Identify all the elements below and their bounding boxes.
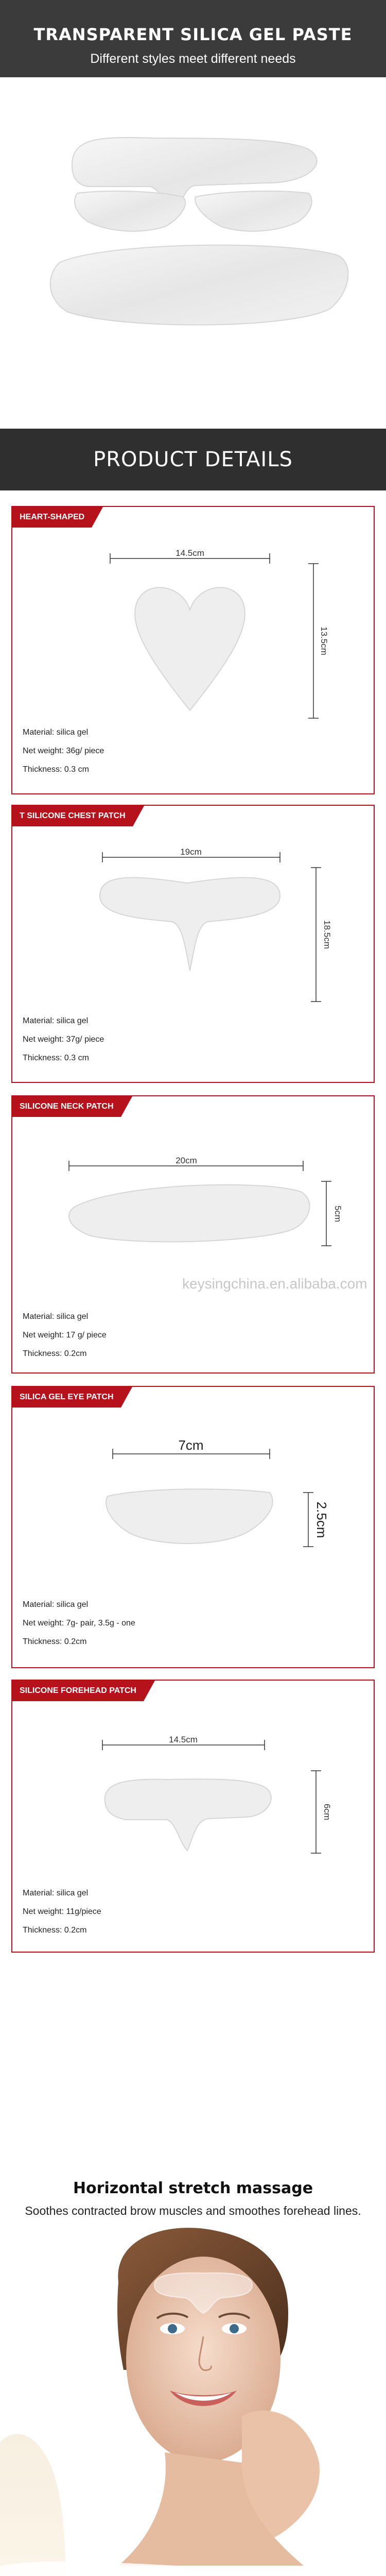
width-label: 7cm	[178, 1437, 204, 1453]
spec-list	[23, 1012, 104, 1067]
material-text: Material: silica gel	[23, 1016, 89, 1025]
width-label: 20cm	[176, 1156, 197, 1165]
thickness-text: Thickness: 0.3 cm	[23, 765, 89, 774]
weight-text: Net weight: 17 g/ piece	[23, 1331, 107, 1340]
hero-title: TRANSPARENT SILICA GEL PASTE	[33, 25, 353, 44]
product-tag: SILICA GEL EYE PATCH	[12, 1387, 121, 1408]
neck-patch-shape	[50, 245, 348, 325]
model-section	[0, 2174, 386, 2576]
watermark-text: keysingchina.en.alibaba.com	[182, 1276, 367, 1292]
height-label: 5cm	[333, 1205, 343, 1223]
product-tag: HEART-SHAPED	[12, 507, 92, 528]
material-text: Material: silica gel	[23, 728, 89, 737]
spec-list	[23, 723, 104, 779]
product-card-eye	[11, 1386, 375, 1668]
details-banner-title: PRODUCT DETAILS	[93, 448, 293, 471]
weight-text: Net weight: 11g/piece	[23, 1907, 101, 1916]
milk-splash	[0, 2434, 77, 2576]
width-label: 14.5cm	[169, 1735, 198, 1744]
weight-text: Net weight: 7g- pair, 3.5g - one	[23, 1619, 135, 1628]
weight-text: Net weight: 37g/ piece	[23, 1035, 104, 1044]
weight-text: Net weight: 36g/ piece	[23, 747, 104, 755]
height-label: 2.5cm	[314, 1501, 329, 1538]
height-label: 6cm	[322, 1803, 332, 1821]
massage-title: Horizontal stretch massage	[73, 2179, 313, 2197]
width-label: 19cm	[180, 847, 202, 857]
product-card-neck	[11, 1095, 375, 1374]
thickness-text: Thickness: 0.2cm	[23, 1926, 87, 1935]
material-text: Material: silica gel	[23, 1312, 89, 1321]
product-tag: SILICONE NECK PATCH	[12, 1096, 121, 1117]
product-tag: SILICONE FOREHEAD PATCH	[12, 1681, 144, 1701]
height-label: 13.5cm	[319, 626, 329, 655]
material-text: Material: silica gel	[23, 1889, 89, 1897]
left-iris	[168, 2324, 177, 2333]
thickness-text: Thickness: 0.2cm	[23, 1637, 87, 1646]
height-label: 18.5cm	[322, 920, 332, 949]
product-card-forehead	[11, 1680, 375, 1953]
product-tag: T SILICONE CHEST PATCH	[12, 806, 133, 826]
thickness-text: Thickness: 0.2cm	[23, 1349, 87, 1358]
product-card-chest	[11, 805, 375, 1083]
thickness-text: Thickness: 0.3 cm	[23, 1054, 89, 1062]
product-card-heart	[11, 506, 375, 794]
model-portrait-illustration	[0, 2174, 386, 2576]
spec-list	[23, 1596, 135, 1651]
hero-section	[0, 0, 386, 433]
right-iris	[230, 2324, 239, 2333]
spec-list	[23, 1308, 107, 1363]
patch-set-illustration	[0, 77, 386, 433]
eye-patch-right-shape	[195, 191, 311, 231]
material-text: Material: silica gel	[23, 1600, 89, 1609]
massage-subtitle: Soothes contracted brow muscles and smoothes forehead lines.	[25, 2204, 361, 2217]
width-label: 14.5cm	[176, 548, 204, 558]
eye-patch-left-shape	[75, 191, 185, 231]
details-banner	[0, 429, 386, 490]
spec-list	[23, 1884, 101, 1940]
hero-subtitle: Different styles meet different needs	[90, 52, 296, 66]
